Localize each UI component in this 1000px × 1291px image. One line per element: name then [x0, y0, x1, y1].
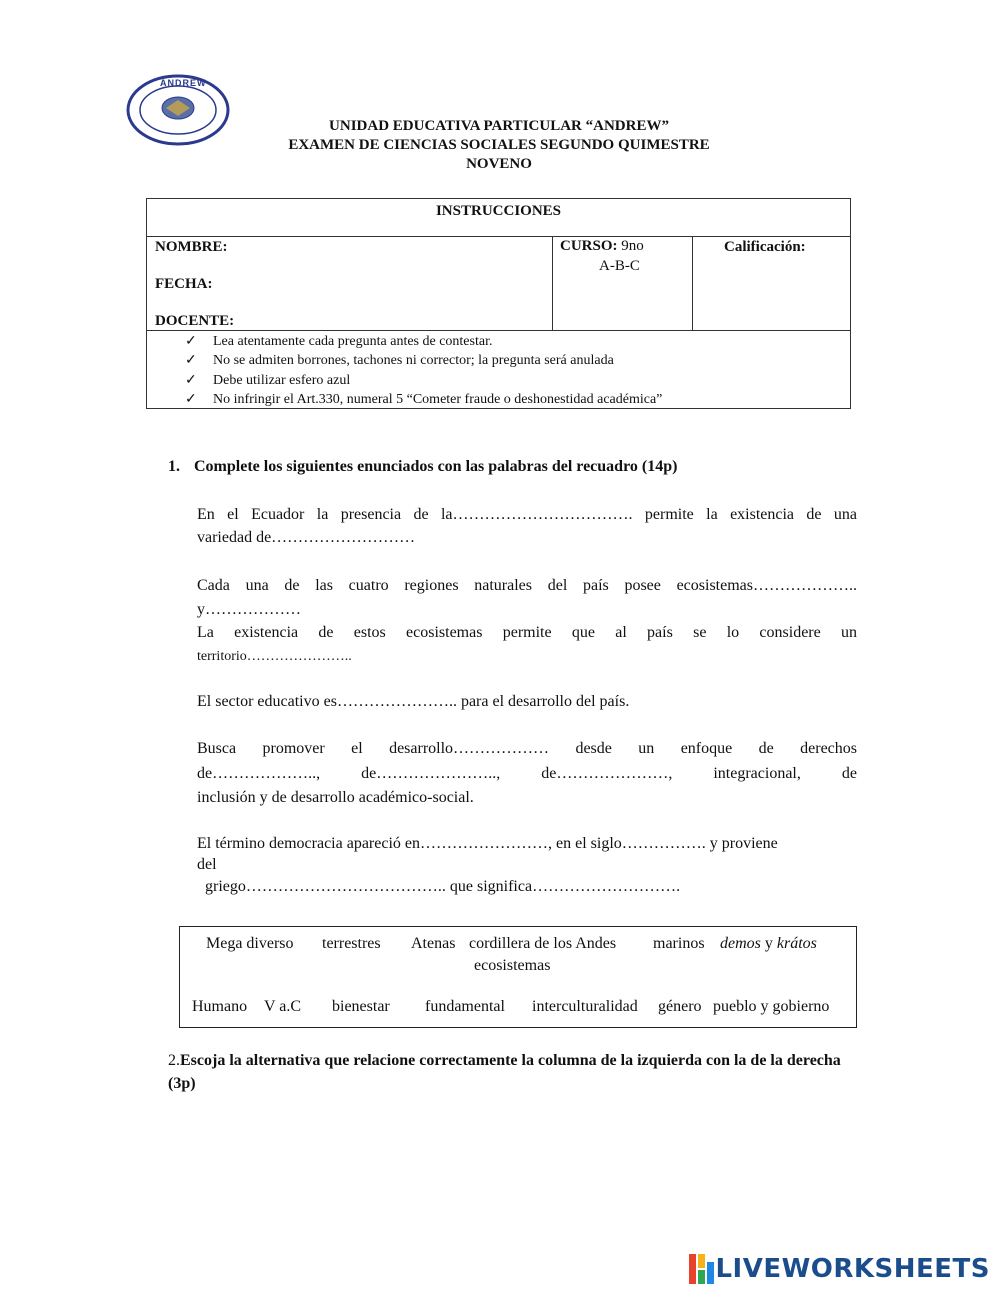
curso-value: 9no	[621, 238, 644, 254]
word-bank-item: demos y krátos	[720, 935, 817, 952]
exam-title: EXAMEN DE CIENCIAS SOCIALES SEGUNDO QUIMESTRE	[288, 137, 710, 153]
word-bank-item: Atenas	[411, 935, 456, 952]
calificacion-label: Calificación:	[724, 239, 806, 255]
liveworksheets-logo-icon	[689, 1254, 715, 1284]
instructions-table	[146, 198, 851, 409]
check-icon: ✓	[185, 353, 197, 368]
word-bank-item: V a.C	[264, 998, 302, 1015]
q1-sentence-5-end: inclusión y de desarrollo académico-social.	[197, 789, 474, 806]
rule-item: ✓ Lea atentamente cada pregunta antes de contestar.	[185, 334, 493, 349]
word-bank-item: fundamental	[425, 998, 505, 1015]
word-bank-item: interculturalidad	[532, 998, 638, 1015]
liveworksheets-logo-text: LIVEWORKSHEETS	[715, 1254, 990, 1284]
instructions-title: INSTRUCCIONES	[435, 203, 562, 219]
word-bank-item: género	[658, 998, 702, 1015]
word-bank-item: ecosistemas	[474, 957, 551, 974]
q1-sentence-5-cont: de……………….., de………………….., de…………………, integracional, de	[197, 765, 857, 782]
logo-text: ANDREW	[160, 78, 207, 88]
school-name: UNIDAD EDUCATIVA PARTICULAR “ANDREW”	[329, 118, 669, 134]
word-bank-item: Humano	[192, 998, 248, 1015]
liveworksheets-watermark	[689, 1252, 990, 1286]
q1-sentence-2-cont: y………………	[197, 601, 301, 618]
question-1-title: 1. Complete los siguientes enunciados con las palabras del recuadro (14p)	[168, 458, 678, 475]
q1-sentence-3: La existencia de estos ecosistemas permite que al país se lo considere un	[197, 624, 857, 641]
nombre-label: NOMBRE:	[155, 239, 228, 255]
docente-label: DOCENTE:	[155, 313, 235, 329]
rule-item: ✓ No infringir el Art.330, numeral 5 “Cometer fraude o deshonestidad académica”	[185, 392, 663, 407]
rule-item: ✓ No se admiten borrones, tachones ni corrector; la pregunta será anulada	[185, 353, 614, 368]
curso-field	[560, 238, 644, 255]
word-bank-box	[179, 926, 857, 1028]
instructions-header	[147, 199, 850, 237]
q1-sentence-3-cont: territorio…………………..	[197, 649, 352, 664]
check-icon: ✓	[185, 334, 197, 349]
word-bank-item: Mega diverso	[206, 935, 294, 952]
word-bank-item: cordillera de los Andes	[469, 935, 617, 952]
rule-item: ✓ Debe utilizar esfero azul	[185, 373, 351, 388]
question-2-title: 2.Escoja la alternativa que relacione correctamente la columna de la izquierda con la de la derecha (3p)	[168, 1052, 841, 1092]
word-bank-item: bienestar	[332, 998, 390, 1015]
grade-level: NOVENO	[466, 156, 532, 172]
word-bank-item: marinos	[653, 935, 705, 952]
q1-sentence-6-end: griego……………………………….. que significa……………………….	[205, 878, 681, 895]
check-icon: ✓	[185, 392, 197, 407]
fecha-label: FECHA:	[155, 276, 213, 292]
q1-sentence-1: En el Ecuador la presencia de la……………………………. permite la existencia de una	[197, 506, 857, 523]
curso-label: CURSO:	[560, 238, 618, 254]
q1-sentence-2: Cada una de las cuatro regiones naturales del país posee ecosistemas………………..	[197, 577, 857, 594]
q1-sentence-6-cont: del	[197, 856, 217, 873]
check-icon: ✓	[185, 373, 197, 388]
q1-sentence-1-cont: variedad de………………………	[197, 529, 416, 546]
q1-sentence-5: Busca promover el desarrollo……………… desde un enfoque de derechos	[197, 740, 857, 757]
q1-sentence-6: El término democracia apareció en……………………, en el siglo……………. y proviene	[197, 835, 778, 852]
word-bank-item: terrestres	[322, 935, 381, 952]
q1-sentence-4: El sector educativo es………………….. para el desarrollo del país.	[197, 693, 630, 710]
curso-paralelos: A-B-C	[599, 258, 640, 274]
word-bank-item: pueblo y gobierno	[713, 998, 830, 1015]
